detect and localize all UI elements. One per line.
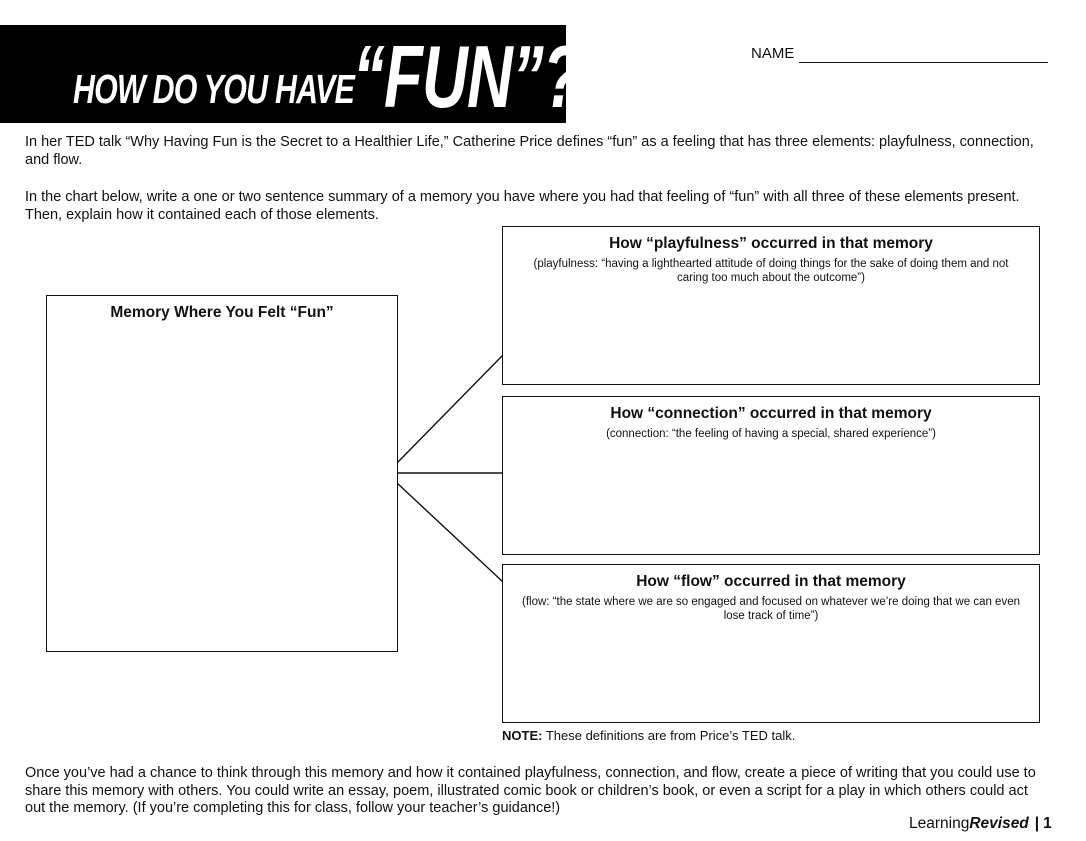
footer-brand-plain: Learning (909, 815, 970, 832)
page-title-prefix: HOW DO YOU HAVE (73, 66, 355, 112)
footer-brand (909, 814, 1052, 833)
closing-paragraph: Once you’ve had a chance to think through this memory and how it contained playfulness, connection, and flow, create a piece of writing that you could use to share this memory with others. You could write an essay, poem, illustrated comic book or children’s book, or even a script for a play in which others could act out the memory. (If you’re completing this for class, follow your teacher’s guidance!) (25, 765, 1036, 816)
flow-box-title: How “flow” occurred in that memory (636, 573, 906, 590)
flow-box[interactable] (502, 564, 1040, 723)
connector-line-playfulness (397, 355, 503, 463)
connection-box-title: How “connection” occurred in that memory (610, 405, 932, 422)
playfulness-definition: (playfulness: “having a lighthearted attitude of doing things for the sake of doing them and not caring too much about the outcome”) (533, 258, 1009, 284)
note-label: NOTE: (502, 728, 543, 743)
footer-separator: | (1034, 815, 1040, 832)
playfulness-box[interactable] (502, 226, 1040, 385)
footer-brand-bold: Revised (969, 815, 1029, 832)
note (502, 728, 795, 744)
memory-box[interactable] (46, 295, 398, 652)
note-text: These definitions are from Price’s TED talk. (542, 728, 796, 743)
connector-line-flow (397, 483, 503, 582)
intro-paragraph-2: In the chart below, write a one or two sentence summary of a memory you have where you had that feeling of “fun” with all three of these elements present. Then, explain how it contained each of those elements. (25, 189, 1020, 223)
flow-definition: (flow: “the state where we are so engaged and focused on whatever we’re doing that we can even lose track of time”) (522, 596, 1020, 622)
name-label: NAME (751, 45, 795, 62)
playfulness-box-title: How “playfulness” occurred in that memory (609, 235, 933, 252)
page-number: 1 (1043, 815, 1052, 832)
connection-box[interactable] (502, 396, 1040, 555)
intro-paragraph-1: In her TED talk “Why Having Fun is the Secret to a Healthier Life,” Catherine Price defines “fun” as a feeling that has three elements: playfulness, connection, and flow. (25, 134, 1034, 168)
memory-box-title: Memory Where You Felt “Fun” (110, 304, 334, 321)
connection-definition: (connection: “the feeling of having a special, shared experience”) (606, 428, 936, 440)
page-title-emphasis: “FUN”? (353, 27, 581, 126)
